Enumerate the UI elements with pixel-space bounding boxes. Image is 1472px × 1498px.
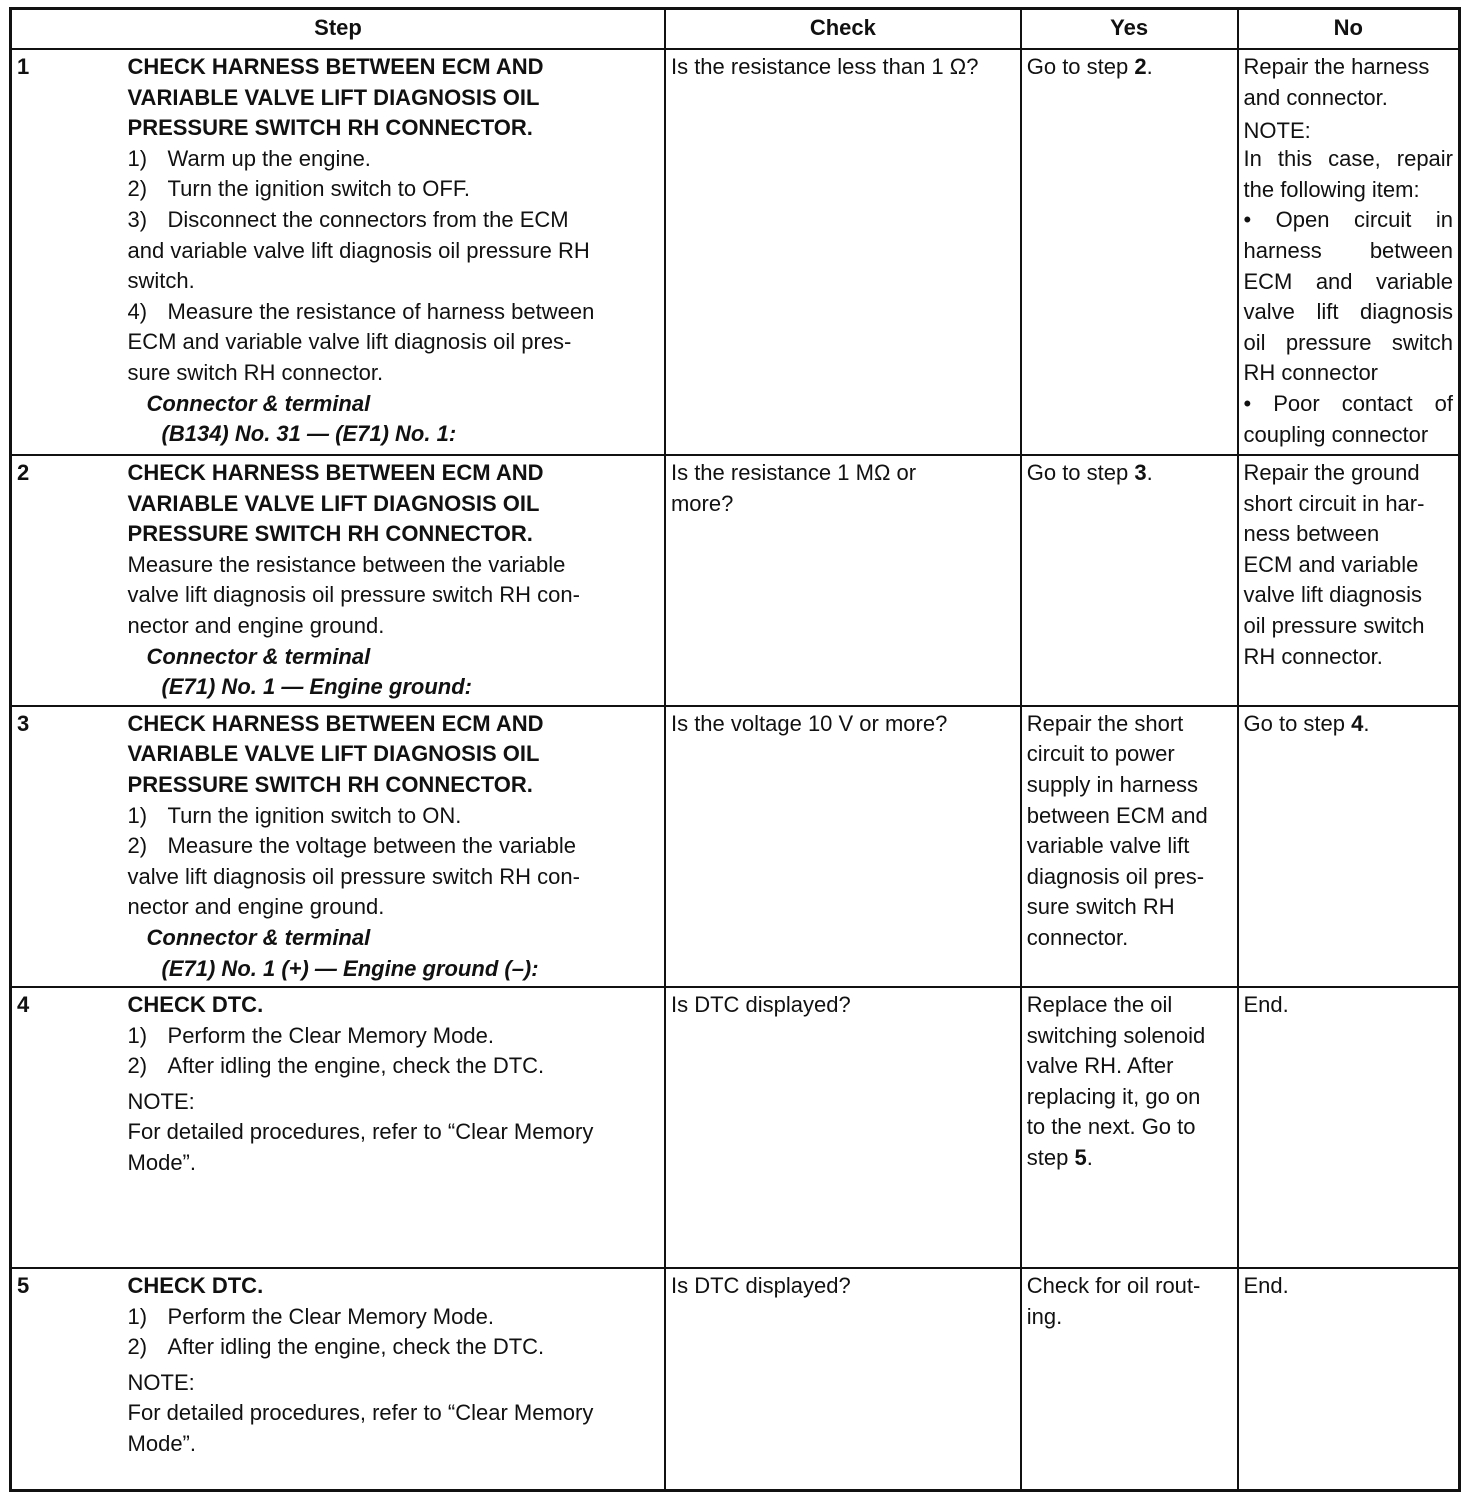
connector-value: (B134) No. 31 — (E71) No. 1: <box>161 421 457 447</box>
bullet-item: • Poor contact of <box>1243 390 1453 416</box>
procedure-item: 2) Turn the ignition switch to OFF. <box>127 176 470 202</box>
table-row <box>11 987 1460 1268</box>
procedure-item: 1) Warm up the engine. <box>127 145 371 171</box>
step-title: CHECK HARNESS BETWEEN ECM AND <box>127 54 544 79</box>
step-reference: 4 <box>1351 710 1364 736</box>
step-procedure <box>123 1268 665 1490</box>
step-procedure <box>123 455 665 706</box>
step-title: VARIABLE VALVE LIFT DIAGNOSIS OIL <box>127 84 540 110</box>
no-cell: End. <box>1238 1268 1460 1490</box>
header-step: Step <box>11 9 665 50</box>
no-cell: End. <box>1238 987 1460 1268</box>
no-cell: Go to step 4. <box>1238 706 1460 987</box>
procedure-line: Measure the resistance between the variable <box>127 551 566 577</box>
check-cell: Is DTC displayed? <box>665 1268 1021 1490</box>
step-reference: 5 <box>1074 1145 1087 1171</box>
bullet-item: • Open circuit in <box>1243 207 1453 233</box>
yes-cell: Go to step 3. <box>1021 455 1238 706</box>
procedure-line: nector and engine ground. <box>127 612 385 638</box>
check-cell: Is DTC displayed? <box>665 987 1021 1268</box>
check-cell: Is the resistance less than 1 Ω? <box>665 49 1021 455</box>
note-text: Mode”. <box>127 1150 196 1176</box>
step-title: VARIABLE VALVE LIFT DIAGNOSIS OIL <box>127 490 540 516</box>
check-cell: Is the voltage 10 V or more? <box>665 706 1021 987</box>
step-number: 2 <box>11 455 123 706</box>
header-no: No <box>1238 9 1460 50</box>
connector-value: (E71) No. 1 — Engine ground: <box>161 674 472 700</box>
procedure-item: 4) Measure the resistance of harness between <box>127 298 595 324</box>
procedure-item: 2) After idling the engine, check the DTC. <box>127 1053 545 1079</box>
procedure-item: 1) Perform the Clear Memory Mode. <box>127 1022 494 1048</box>
procedure-line: nector and engine ground. <box>127 894 385 920</box>
yes-cell: Repair the short circuit to power supply in harness between ECM and variable valve lift diagnosis oil pres- sure switch RH connector. <box>1021 706 1238 987</box>
step-title: PRESSURE SWITCH RH CONNECTOR. <box>127 771 533 797</box>
note-text: For detailed procedures, refer to “Clear Memory <box>127 1119 594 1145</box>
note-text: Mode”. <box>127 1431 196 1457</box>
procedure-line: and variable valve lift diagnosis oil pressure RH <box>127 237 590 263</box>
table-row <box>11 455 1460 706</box>
header-row <box>11 9 1460 50</box>
step-title: CHECK HARNESS BETWEEN ECM AND <box>127 460 544 485</box>
procedure-line: switch. <box>127 268 195 294</box>
note-label: NOTE: <box>127 1088 195 1114</box>
no-cell: Repair the ground short circuit in har- ness between ECM and variable valve lift diagnosis oil pressure switch RH connector. <box>1238 455 1460 706</box>
note-text: For detailed procedures, refer to “Clear Memory <box>127 1400 594 1426</box>
step-reference: 3 <box>1134 460 1147 485</box>
step-procedure <box>123 49 665 455</box>
check-cell: Is the resistance 1 MΩ or more? <box>665 455 1021 706</box>
step-procedure <box>123 706 665 987</box>
step-number: 3 <box>11 706 123 987</box>
procedure-item: 1) Perform the Clear Memory Mode. <box>127 1303 494 1329</box>
step-title: PRESSURE SWITCH RH CONNECTOR. <box>127 115 533 141</box>
yes-cell: Replace the oil switching solenoid valve RH. After replacing it, go on to the next. Go to step 5. <box>1021 987 1238 1268</box>
procedure-item: 2) After idling the engine, check the DTC. <box>127 1334 545 1360</box>
step-reference: 2 <box>1134 54 1147 79</box>
yes-cell: Go to step 2. <box>1021 49 1238 455</box>
procedure-line: ECM and variable valve lift diagnosis oil pres- <box>127 329 572 355</box>
connector-label: Connector & terminal <box>146 390 371 416</box>
diagnostic-procedure-table <box>9 7 1461 1492</box>
header-yes: Yes <box>1021 9 1238 50</box>
step-number: 1 <box>11 49 123 455</box>
yes-cell: Check for oil rout- ing. <box>1021 1268 1238 1490</box>
step-title: CHECK DTC. <box>127 992 264 1018</box>
step-title: CHECK DTC. <box>127 1273 264 1299</box>
procedure-line: valve lift diagnosis oil pressure switch RH con- <box>127 582 580 608</box>
procedure-line: valve lift diagnosis oil pressure switch RH con- <box>127 863 580 889</box>
table-row <box>11 1268 1460 1490</box>
no-cell: Repair the harness and connector. NOTE: In this case, repair the following item: • Open circuit in harness between ECM and variable valve lift diagnosis oil pressure switch RH connector • Poor contact of coupling connector <box>1238 49 1460 455</box>
procedure-item: 2) Measure the voltage between the variable <box>127 833 576 859</box>
connector-label: Connector & terminal <box>146 643 371 669</box>
step-number: 5 <box>11 1268 123 1490</box>
procedure-line: sure switch RH connector. <box>127 359 384 385</box>
step-number: 4 <box>11 987 123 1268</box>
step-title: VARIABLE VALVE LIFT DIAGNOSIS OIL <box>127 741 540 767</box>
step-title: PRESSURE SWITCH RH CONNECTOR. <box>127 521 533 547</box>
connector-value: (E71) No. 1 (+) — Engine ground (–): <box>161 955 539 981</box>
step-procedure <box>123 987 665 1268</box>
procedure-item: 3) Disconnect the connectors from the ECM <box>127 206 569 232</box>
procedure-item: 1) Turn the ignition switch to ON. <box>127 802 462 828</box>
note-label: NOTE: <box>127 1369 195 1395</box>
step-title: CHECK HARNESS BETWEEN ECM AND <box>127 710 544 736</box>
connector-label: Connector & terminal <box>146 924 371 950</box>
table-row <box>11 49 1460 455</box>
table-row <box>11 706 1460 987</box>
note-label: NOTE: <box>1243 118 1311 144</box>
header-check: Check <box>665 9 1021 50</box>
